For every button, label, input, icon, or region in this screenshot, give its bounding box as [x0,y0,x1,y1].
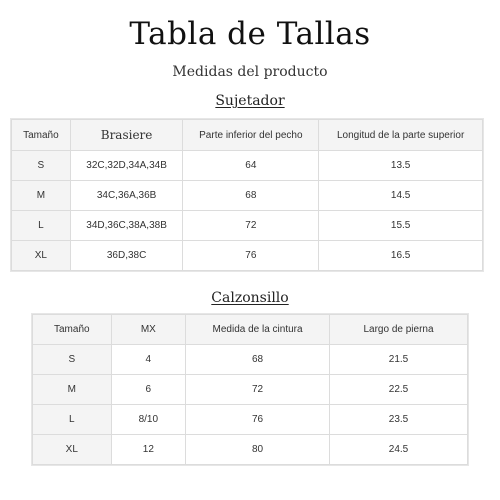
table-row [12,211,483,241]
table-cell: 34C,36A,36B [70,181,183,211]
table-cell: 72 [183,211,319,241]
table-cell: L [33,405,112,435]
table-row [33,435,468,465]
header-cell-leg-length: Largo de pierna [330,315,468,345]
table-cell: 76 [183,241,319,271]
table-cell: XL [33,435,112,465]
table-cell: 72 [186,375,330,405]
table-cell: 24.5 [330,435,468,465]
header-cell-mx: MX [111,315,185,345]
header-cell-top-length: Longitud de la parte superior [319,120,483,151]
table-cell: 14.5 [319,181,483,211]
table-row [12,241,483,271]
table-cell: M [33,375,112,405]
briefs-size-table [32,314,468,465]
table-cell: 16.5 [319,241,483,271]
section-title-briefs [0,290,500,306]
table-cell: 12 [111,435,185,465]
table-cell: 64 [183,151,319,181]
table-row [33,405,468,435]
table-header-row [33,315,468,345]
section-title-bra-text: Sujetador [215,93,285,109]
table-cell: 6 [111,375,185,405]
section-title-briefs-text: Calzonsillo [211,290,289,306]
table-header-row [12,120,483,151]
table-row [33,375,468,405]
table-cell: 32C,32D,34A,34B [70,151,183,181]
table-row [33,345,468,375]
bra-size-table [11,119,483,271]
table-cell: 36D,38C [70,241,183,271]
table-cell: 21.5 [330,345,468,375]
table-cell: XL [12,241,71,271]
table-cell: 23.5 [330,405,468,435]
table-cell: 68 [183,181,319,211]
header-cell-bra: Brasiere [70,120,183,151]
table-cell: 76 [186,405,330,435]
table-cell: 80 [186,435,330,465]
page-title: Tabla de Tallas [129,16,371,52]
header-cell-size: Tamaño [12,120,71,151]
table-cell: S [12,151,71,181]
table-cell: 34D,36C,38A,38B [70,211,183,241]
table-row [12,181,483,211]
table-cell: 15.5 [319,211,483,241]
table-cell: L [12,211,71,241]
table-cell: 13.5 [319,151,483,181]
header-cell-underbust: Parte inferior del pecho [183,120,319,151]
section-title-bra [0,93,500,109]
table-cell: 68 [186,345,330,375]
page-subtitle: Medidas del producto [172,64,328,80]
table-cell: 22.5 [330,375,468,405]
header-cell-size: Tamaño [33,315,112,345]
header-cell-waist: Medida de la cintura [186,315,330,345]
table-row [12,151,483,181]
table-cell: 4 [111,345,185,375]
table-cell: S [33,345,112,375]
table-cell: M [12,181,71,211]
table-cell: 8/10 [111,405,185,435]
